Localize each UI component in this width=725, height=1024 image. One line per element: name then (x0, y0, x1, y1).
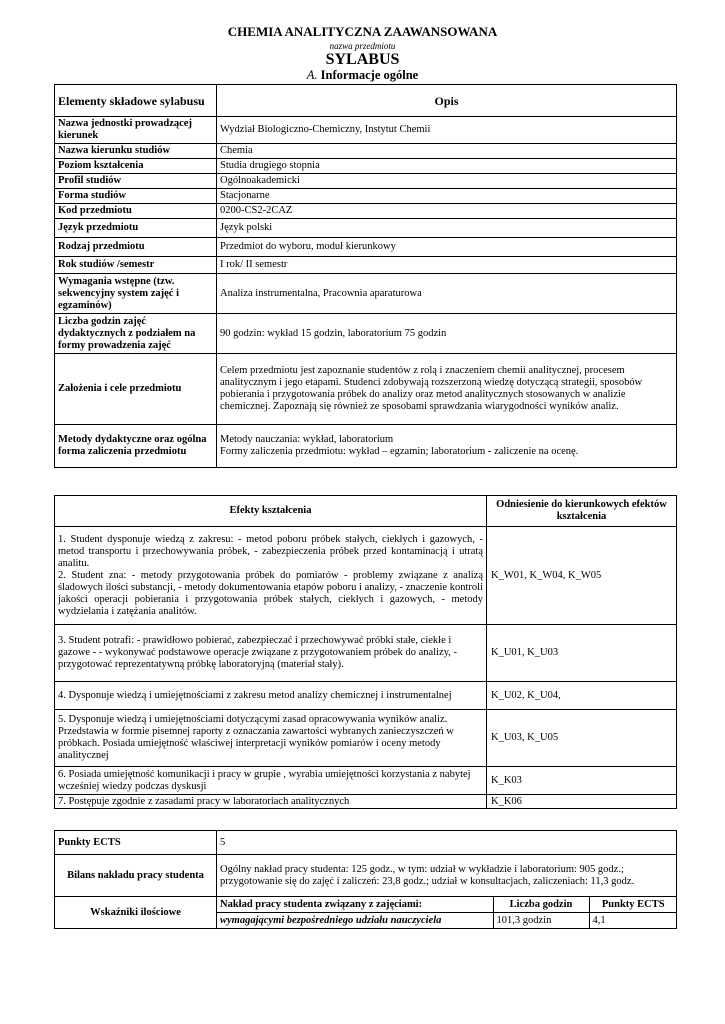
section-letter: A. (306, 68, 318, 82)
table-row (55, 855, 677, 897)
ects-table (54, 830, 677, 929)
outcome-reference: K_W01, K_W04, K_W05 (487, 527, 677, 625)
table-row (55, 625, 677, 682)
sub-head-workload: Nakład pracy studenta związany z zajęciami: (217, 897, 493, 913)
teaching-methods: Metody nauczania: wykład, laboratorium (220, 434, 394, 445)
table-row (55, 897, 677, 929)
table-row (55, 274, 677, 314)
outcome-text: 5. Dysponuje wiedzą i umiejętnościami dotyczącymi zasad opracowywania wyników analiz. Przedstawia w formie pisemnej raporty z oznaczania zawartości wybranych zanieczyszczeń w próbkach. Posiada umiejętność właściwej interpretacji wyników pomiarów i oceny metody analitycznej (55, 710, 487, 767)
table-row (55, 238, 677, 257)
row-label: Język przedmiotu (55, 219, 217, 238)
indicators-subtable (217, 897, 677, 928)
outcome-text: 3. Student potrafi: - prawidłowo pobierać, zabezpieczać i przechowywać próbki stałe, ciekłe i gazowe - - wykonywać podstawowe operacje związane z przygotowaniem próbek do analizy, - przygotować reprezentatywną próbkę laboratoryjną (materiał stały). (55, 625, 487, 682)
subtable-row (217, 913, 677, 929)
outcome-reference: K_K06 (487, 795, 677, 809)
ects-label: Punkty ECTS (55, 831, 217, 855)
table-row (55, 257, 677, 274)
sub-row-workload: wymagającymi bezpośredniego udziału nauczyciela (217, 913, 493, 929)
row-value: Chemia (217, 144, 677, 159)
outcome-text: 7. Postępuje zgodnie z zasadami pracy w laboratoriach analitycznych (55, 795, 487, 809)
course-title: CHEMIA ANALITYCZNA ZAAWANSOWANA (227, 24, 498, 39)
row-label: Kod przedmiotu (55, 204, 217, 219)
syllabus-heading: SYLABUS (325, 51, 400, 68)
table-row (55, 831, 677, 855)
header-effects: Efekty kształcenia (55, 496, 487, 527)
table-row (55, 425, 677, 468)
table-row (55, 682, 677, 710)
table-header-row (55, 85, 677, 117)
table-row (55, 354, 677, 425)
outcome-reference: K_K03 (487, 767, 677, 795)
outcome-2: 2. Student zna: - metody przygotowania próbek do pomiarów - problemy związane z analizą śladowych ilości substancji, - metody dokumentowania etapów poboru i analizy, - znaczenie kontroli jakości operacji pobierania i przygotowania próbek stałych, ciekłych i gazowych, - metody wydzielania i zatężania analitów. (58, 569, 483, 617)
header-elements: Elementy składowe sylabusu (55, 85, 217, 117)
row-label: Wymagania wstępne (tzw. sekwencyjny system zajęć i egzaminów) (55, 274, 217, 314)
row-value (217, 425, 677, 468)
row-value: 0200-CS2-2CAZ (217, 204, 677, 219)
workload-value: Ogólny nakład pracy studenta: 125 godz., w tym: udział w wykładzie i laboratorium: 905 godz.; przygotowanie się do zajęć i zaliczeń: 23,8 godz.; udział w konsultacjach, zaliczeniach: 11,3 godz. (217, 855, 677, 897)
table-row (55, 204, 677, 219)
row-label: Poziom kształcenia (55, 159, 217, 174)
row-value: Stacjonarne (217, 189, 677, 204)
row-value: Język polski (217, 219, 677, 238)
row-label: Założenia i cele przedmiotu (55, 354, 217, 425)
row-label: Rodzaj przedmiotu (55, 238, 217, 257)
table-row (55, 527, 677, 625)
header-description: Opis (217, 85, 677, 117)
row-value: I rok/ II semestr (217, 257, 677, 274)
indicators-label: Wskaźniki ilościowe (55, 897, 217, 929)
ects-value: 5 (217, 831, 677, 855)
section-title: Informacje ogólne (320, 68, 419, 82)
general-info-table (54, 84, 677, 468)
row-value: Analiza instrumentalna, Pracownia aparaturowa (217, 274, 677, 314)
indicators-cell (217, 897, 677, 929)
row-value: Przedmiot do wyboru, moduł kierunkowy (217, 238, 677, 257)
table-header-row (55, 496, 677, 527)
header-reference: Odniesienie do kierunkowych efektów kształcenia (487, 496, 677, 527)
course-title-caption: nazwa przedmiotu (329, 41, 396, 51)
outcome-reference: K_U03, K_U05 (487, 710, 677, 767)
table-row (55, 767, 677, 795)
row-value: 90 godzin: wykład 15 godzin, laboratorium 75 godzin (217, 314, 677, 354)
table-row (55, 710, 677, 767)
outcome-text: 4. Dysponuje wiedzą i umiejętnościami z zakresu metod analizy chemicznej i instrumentalnej (55, 682, 487, 710)
table-row (55, 117, 677, 144)
table-row (55, 795, 677, 809)
table-row (55, 144, 677, 159)
row-value: Ogólnoakademicki (217, 174, 677, 189)
subtable-header-row (217, 897, 677, 913)
row-label: Nazwa jednostki prowadzącej kierunek (55, 117, 217, 144)
workload-label: Bilans nakładu pracy studenta (55, 855, 217, 897)
row-value: Studia drugiego stopnia (217, 159, 677, 174)
row-value: Wydział Biologiczno-Chemiczny, Instytut Chemii (217, 117, 677, 144)
row-label: Nazwa kierunku studiów (55, 144, 217, 159)
row-label: Rok studiów /semestr (55, 257, 217, 274)
outcome-reference: K_U02, K_U04, (487, 682, 677, 710)
outcome-reference: K_U01, K_U03 (487, 625, 677, 682)
sub-row-hours: 101,3 godzin (493, 913, 589, 929)
table-row (55, 159, 677, 174)
assessment-forms: Formy zaliczenia przedmiotu: wykład – egzamin; laboratorium - zaliczenie na ocenę. (220, 446, 579, 457)
outcome-1: 1. Student dysponuje wiedzą z zakresu: - metod poboru próbek stałych, ciekłych i gazowych, - metod transportu i przechowywania próbek, - zabezpieczenia próbek przed kontaminacją i utratą analitu. (58, 533, 483, 569)
table-row (55, 314, 677, 354)
table-row (55, 174, 677, 189)
row-label: Profil studiów (55, 174, 217, 189)
row-label: Liczba godzin zajęć dydaktycznych z podziałem na formy prowadzenia zajęć (55, 314, 217, 354)
table-row (55, 189, 677, 204)
learning-outcomes-table (54, 495, 677, 809)
row-label: Metody dydaktyczne oraz ogólna forma zaliczenia przedmiotu (55, 425, 217, 468)
section-heading (0, 68, 725, 83)
outcome-text: 6. Posiada umiejętność komunikacji i pracy w grupie , wyrabia umiejętności korzystania z nabytej wcześniej wiedzy podczas dyskusji (55, 767, 487, 795)
row-value: Celem przedmiotu jest zapoznanie studentów z rolą i znaczeniem chemii analitycznej, procesem analitycznym i jego etapami. Studenci zdobywają rozszerzoną wiedzę dotyczącą strategii, sposobów pobierania i przygotowania próbek do analizy oraz metod analitycznych stosowanych w analizie chemicznej. Zapoznają się również ze sposobami sprawdzania wiarygodności wyników analiz. (217, 354, 677, 425)
sub-head-ects: Punkty ECTS (589, 897, 677, 913)
sub-head-hours: Liczba godzin (493, 897, 589, 913)
row-label: Forma studiów (55, 189, 217, 204)
sub-row-ects: 4,1 (592, 914, 606, 926)
table-row (55, 219, 677, 238)
outcome-text (55, 527, 487, 625)
